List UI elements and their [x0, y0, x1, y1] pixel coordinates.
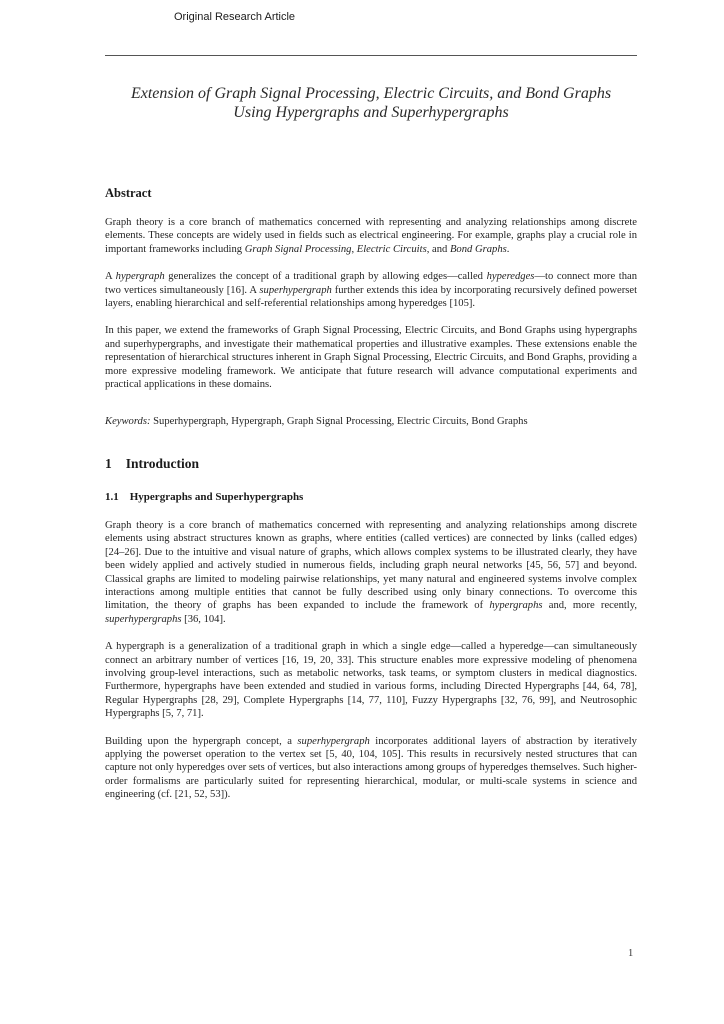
introduction-paragraph-1: Graph theory is a core branch of mathematics concerned with representing and analyzing relationships among discrete elements using abstract structures known as graphs, where entities (called vertices) are connected by links (called edges) [24–26]. Due to the intuitive and visual nature of graphs, which allows complex systems to be illustrated clearly, they have been widely applied and actively studied in numerous fields, including graph neural networks [45, 56, 57] and beyond. Classical graphs are limited to modeling pairwise relationships, yet many natural and engineered systems involve complex interactions among multiple entities that cannot be fully described using only binary connections. To overcome this limitation, the theory of graphs has been expanded to include the framework of hypergraphs and, more recently, superhypergraphs [36, 104]. — [105, 519, 638, 625]
keywords-line — [105, 415, 637, 428]
running-head: Original Research Article — [174, 11, 296, 23]
page-number: 1 — [628, 948, 634, 959]
abstract-paragraph-1: Graph theory is a core branch of mathematics concerned with representing and analyzing relationships among discrete elements. These concepts are widely used in fields such as electrical engineering. For example, graphs play a crucial role in important frameworks including Graph Signal Processing, Electric Circuits, and Bond Graphs. — [105, 217, 637, 255]
abstract-paragraph-2: A hypergraph generalizes the concept of a traditional graph by allowing edges—called hyperedges—to connect more than two vertices simultaneously [16]. A superhypergraph further extends this idea by incorporating recursively defined powerset layers, enabling hierarchical and self-referential relationships among hyperedges [105]. — [105, 271, 638, 310]
abstract-heading: Abstract — [105, 186, 152, 200]
introduction-paragraph-3: Building upon the hypergraph concept, a superhypergraph incorporates additional layers of abstraction by iteratively applying the powerset operation to the vertex set [5, 40, 104, 105]. This results in recursively nested structures that can capture not only hyperedges over sets of vertices, but also interactions among groups of hyperedges themselves. Such higher-order formalisms are particularly suited for representing hierarchical, modular, or multi-scale systems in science and engineering (cf. [21, 52, 53]). — [105, 735, 637, 801]
introduction-paragraph-2: A hypergraph is a generalization of a traditional graph in which a single edge—called a hyperedge—can simultaneously connect an arbitrary number of vertices [16, 19, 20, 33]. This structure enables more expressive modeling of phenomena involving group-level interactions, such as metabolic networks, task teams, or symptom clusters in medical diagnostics. Furthermore, hypergraphs have been extended and studied in various forms, including Directed Hypergraphs [44, 64, 78], Regular Hypergraphs [28, 29], Complete Hypergraphs [14, 77, 110], Fuzzy Hypergraphs [32, 76, 99], and Neutrosophic Hypergraphs [5, 7, 71]. — [105, 641, 637, 720]
introduction-section — [105, 456, 637, 802]
abstract-section — [105, 186, 637, 429]
subsection-number: 1.1 — [105, 490, 119, 503]
section-heading-introduction — [105, 456, 637, 472]
page-content — [105, 0, 637, 816]
keywords-label: Keywords: — [105, 416, 151, 428]
abstract-paragraph-3: In this paper, we extend the frameworks of Graph Signal Processing, Electric Circuits, and Bond Graphs using hypergraphs and superhypergraphs, and investigate their mathematical properties and illustrative examples. These extensions enable the representation of hierarchical structures inherent in Graph Signal Processing, Electric Circuits, and Bond Graphs, providing a more expressive modeling framework. We anticipate that future research will advance computational experiments and practical applications in these domains. — [105, 325, 637, 391]
paper-title-line2: Using Hypergraphs and Superhypergraphs — [233, 104, 509, 121]
paper-title — [105, 84, 637, 122]
keywords-text: Superhypergraph, Hypergraph, Graph Signal Processing, Electric Circuits, Bond Graphs — [150, 416, 528, 428]
paper-title-line1: Extension of Graph Signal Processing, Electric Circuits, and Bond Graphs — [130, 85, 612, 102]
subsection-heading-hypergraphs — [105, 491, 637, 503]
subsection-title: Hypergraphs and Superhypergraphs — [129, 490, 304, 503]
section-title: Introduction — [125, 455, 200, 471]
header-rule — [105, 55, 637, 56]
section-number: 1 — [105, 455, 112, 471]
